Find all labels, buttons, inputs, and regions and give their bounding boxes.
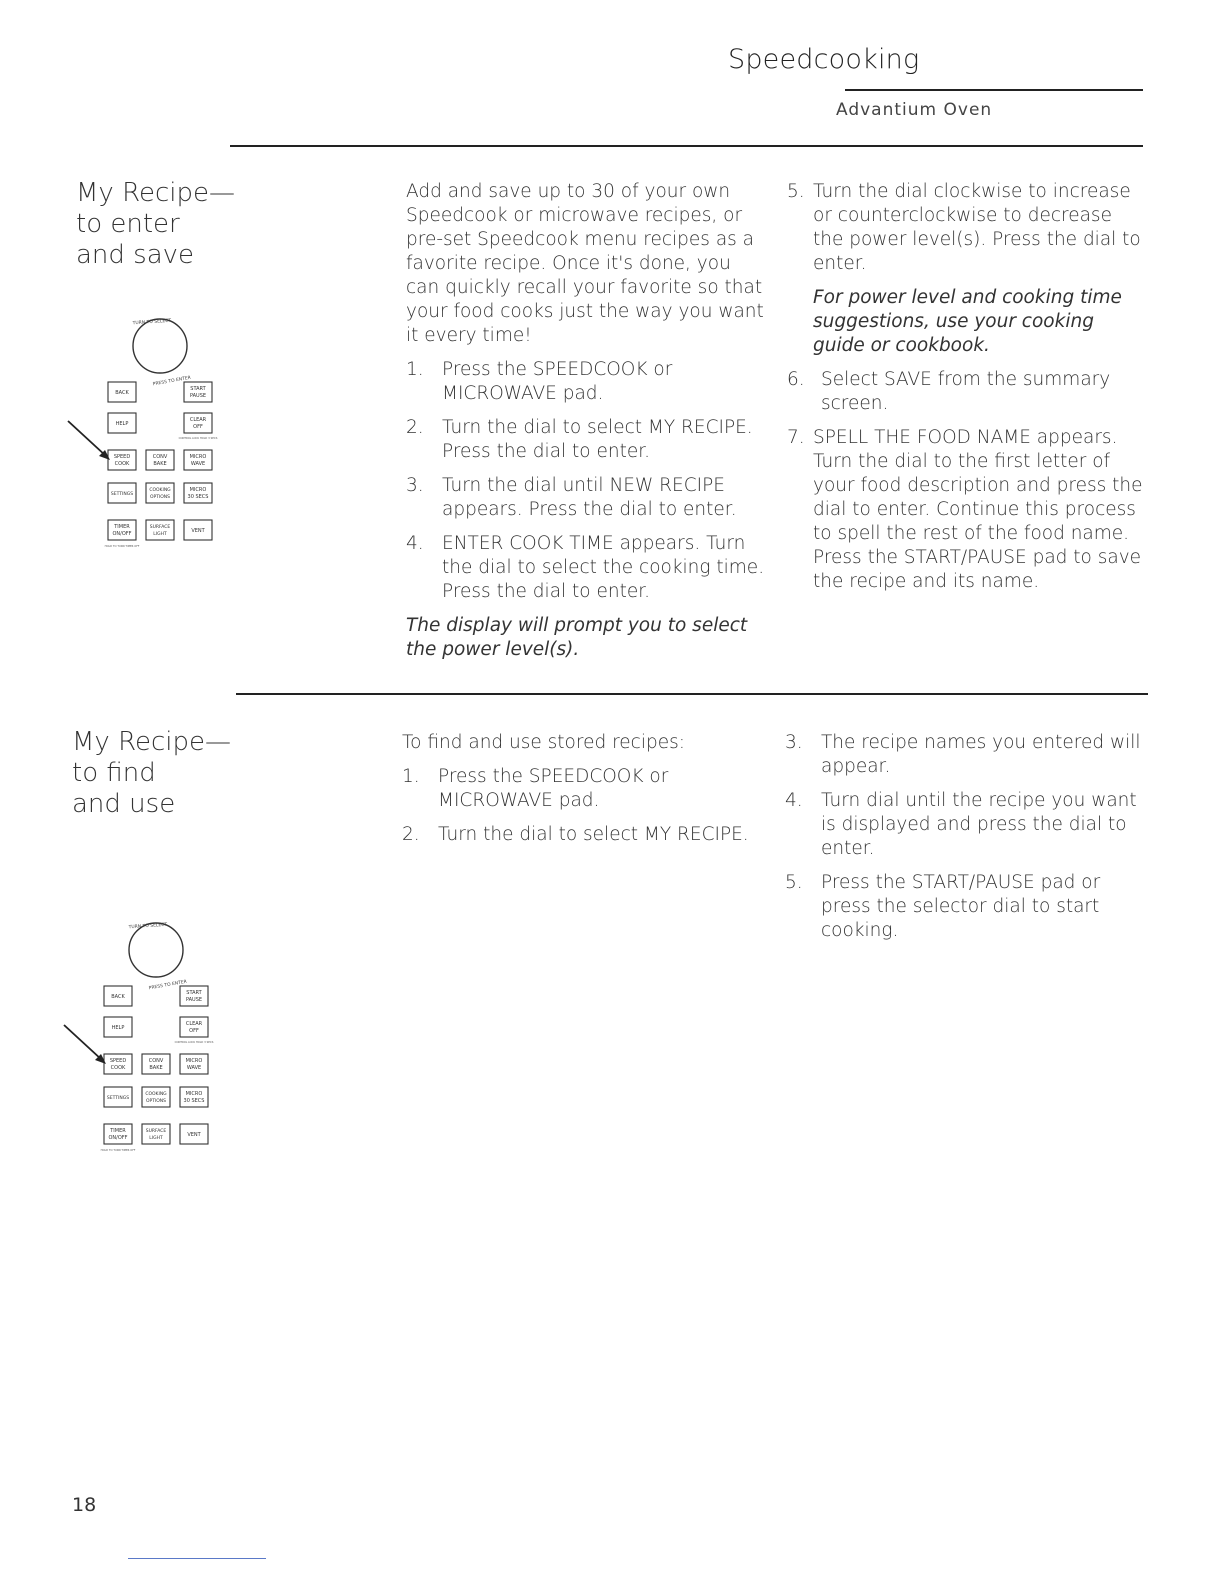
- dial-top-label: TURN TO SELECT: [128, 922, 168, 931]
- svg-text:VENT: VENT: [191, 528, 205, 534]
- svg-text:SURFACE: SURFACE: [145, 1129, 167, 1134]
- svg-text:HOLD TO TURN TIMER OFF: HOLD TO TURN TIMER OFF: [100, 1149, 136, 1152]
- control-panel-diagram: [100, 300, 225, 570]
- svg-text:MICRO: MICRO: [189, 487, 207, 493]
- control-panel-diagram: [96, 904, 221, 1174]
- section1-note-right: For power level and cooking time suggestions, use your cooking guide or cookbook.: [813, 287, 1122, 356]
- list-item: 1. Press the SPEEDCOOK or MICROWAVE pad.: [402, 766, 669, 811]
- list-item: 6. Select SAVE from the summary screen.: [787, 369, 1111, 414]
- svg-text:BAKE: BAKE: [149, 1065, 163, 1071]
- section2-intro: To find and use stored recipes:: [402, 732, 685, 753]
- svg-text:COOK: COOK: [110, 1065, 126, 1071]
- list-item: 5. Turn the dial clockwise to increase or counterclockwise to decrease the power level(s). Press the dial to enter.: [787, 181, 1141, 274]
- svg-text:CONTROL LOCK HOLD 3 SECS: CONTROL LOCK HOLD 3 SECS: [174, 1041, 214, 1044]
- surface-light-key: [142, 1124, 170, 1144]
- svg-text:CONV: CONV: [152, 454, 168, 460]
- arrow-pointer-icon: [66, 418, 116, 466]
- clear-off-key: [180, 1017, 208, 1037]
- svg-text:OPTIONS: OPTIONS: [149, 495, 171, 500]
- svg-text:CONTROL LOCK HOLD 3 SECS: CONTROL LOCK HOLD 3 SECS: [178, 437, 218, 440]
- svg-text:PAUSE: PAUSE: [185, 997, 203, 1003]
- list-item: 5. Press the START/PAUSE pad or press the selector dial to start cooking.: [785, 872, 1101, 941]
- page-header-subtitle: Advantium Oven: [836, 100, 993, 120]
- svg-text:SETTINGS: SETTINGS: [106, 1096, 130, 1101]
- svg-text:MICRO: MICRO: [185, 1091, 203, 1097]
- timer-key: [104, 1124, 132, 1144]
- microwave-key: [180, 1054, 208, 1074]
- svg-text:CONV: CONV: [148, 1058, 164, 1064]
- svg-text:OFF: OFF: [193, 424, 203, 430]
- svg-text:PAUSE: PAUSE: [189, 393, 207, 399]
- arrow-pointer-icon: [62, 1022, 112, 1070]
- svg-text:ON/OFF: ON/OFF: [112, 531, 132, 537]
- section-title-find-use: My Recipe— to find and use: [72, 727, 231, 819]
- svg-text:MICRO: MICRO: [185, 1058, 203, 1064]
- surface-light-key: [146, 520, 174, 540]
- svg-text:OFF: OFF: [189, 1028, 199, 1034]
- svg-text:HELP: HELP: [115, 421, 129, 427]
- clear-off-key: [184, 413, 212, 433]
- svg-text:CLEAR: CLEAR: [185, 1021, 203, 1027]
- list-item: 1. Press the SPEEDCOOK or MICROWAVE pad.: [406, 359, 673, 404]
- svg-text:MICRO: MICRO: [189, 454, 207, 460]
- cooking-options-key: [146, 483, 174, 503]
- svg-text:LIGHT: LIGHT: [153, 532, 167, 537]
- footer-underline: [128, 1558, 266, 1559]
- svg-text:VENT: VENT: [187, 1132, 201, 1138]
- svg-text:BACK: BACK: [115, 390, 129, 396]
- svg-text:TIMER: TIMER: [110, 1128, 126, 1134]
- svg-text:30 SECS: 30 SECS: [187, 494, 209, 500]
- header-rule: [845, 89, 1143, 91]
- list-item: 2. Turn the dial to select MY RECIPE.: [402, 824, 749, 845]
- page-number: 18: [72, 1494, 97, 1516]
- micro-30-secs-key: [180, 1087, 208, 1107]
- timer-key: [108, 520, 136, 540]
- selector-dial: [133, 319, 187, 373]
- list-item: 3. The recipe names you entered will appear.: [785, 732, 1141, 777]
- svg-text:SPEED: SPEED: [109, 1058, 127, 1064]
- svg-text:CLEAR: CLEAR: [189, 417, 207, 423]
- section1-left-column: [406, 180, 766, 672]
- selector-dial: [129, 923, 183, 977]
- svg-text:BAKE: BAKE: [153, 461, 167, 467]
- dial-bottom-label: PRESS TO ENTER: [152, 375, 192, 388]
- section-title-enter-save: My Recipe— to enter and save: [76, 178, 235, 270]
- section-divider: [236, 693, 1148, 695]
- dial-bottom-label: PRESS TO ENTER: [148, 979, 188, 992]
- page-header-title: Speedcooking: [728, 44, 920, 75]
- section2-right-column: [785, 731, 1150, 953]
- svg-text:COOKING: COOKING: [145, 1092, 167, 1097]
- svg-text:ON/OFF: ON/OFF: [108, 1135, 128, 1141]
- list-item: 4. Turn dial until the recipe you want is displayed and press the dial to enter.: [785, 790, 1137, 859]
- conv-bake-key: [142, 1054, 170, 1074]
- start-pause-key: [184, 382, 212, 402]
- svg-text:SETTINGS: SETTINGS: [110, 492, 134, 497]
- svg-text:WAVE: WAVE: [190, 461, 206, 467]
- svg-text:HELP: HELP: [111, 1025, 125, 1031]
- section1-note-left: The display will prompt you to select the power level(s).: [406, 615, 748, 660]
- list-item: 4. ENTER COOK TIME appears. Turn the dial to select the cooking time. Press the dial to enter.: [406, 533, 765, 602]
- cooking-options-key: [142, 1087, 170, 1107]
- svg-text:OPTIONS: OPTIONS: [145, 1099, 167, 1104]
- list-item: 2. Turn the dial to select MY RECIPE. Press the dial to enter.: [406, 417, 753, 462]
- microwave-key: [184, 450, 212, 470]
- section1-intro: Add and save up to 30 of your own Speedcook or microwave recipes, or pre-set Speedcook menu recipes as a favorite recipe. Once it's done, you can quickly recall your favorite so that your food cooks just the way you want it every time!: [406, 181, 764, 346]
- section1-right-column: [787, 180, 1145, 604]
- conv-bake-key: [146, 450, 174, 470]
- svg-text:WAVE: WAVE: [186, 1065, 202, 1071]
- start-pause-key: [180, 986, 208, 1006]
- svg-text:SURFACE: SURFACE: [149, 525, 171, 530]
- svg-text:SPEED: SPEED: [113, 454, 131, 460]
- svg-text:TIMER: TIMER: [114, 524, 130, 530]
- svg-text:COOK: COOK: [114, 461, 130, 467]
- svg-text:LIGHT: LIGHT: [149, 1136, 163, 1141]
- svg-text:BACK: BACK: [111, 994, 125, 1000]
- section2-left-column: [402, 731, 772, 857]
- svg-text:START: START: [186, 990, 202, 996]
- svg-text:30 SECS: 30 SECS: [183, 1098, 205, 1104]
- micro-30-secs-key: [184, 483, 212, 503]
- list-item: 7. SPELL THE FOOD NAME appears. Turn the dial to the first letter of your food description and press the dial to enter. Continue this process to spell the rest of the food name. Press the START/PAUSE pad to save the recipe and its name.: [787, 427, 1143, 592]
- section-divider: [230, 145, 1143, 147]
- dial-top-label: TURN TO SELECT: [132, 318, 172, 327]
- list-item: 3. Turn the dial until NEW RECIPE appears. Press the dial to enter.: [406, 475, 737, 520]
- svg-text:START: START: [190, 386, 206, 392]
- svg-text:COOKING: COOKING: [149, 488, 171, 493]
- svg-text:HOLD TO TURN TIMER OFF: HOLD TO TURN TIMER OFF: [104, 545, 140, 548]
